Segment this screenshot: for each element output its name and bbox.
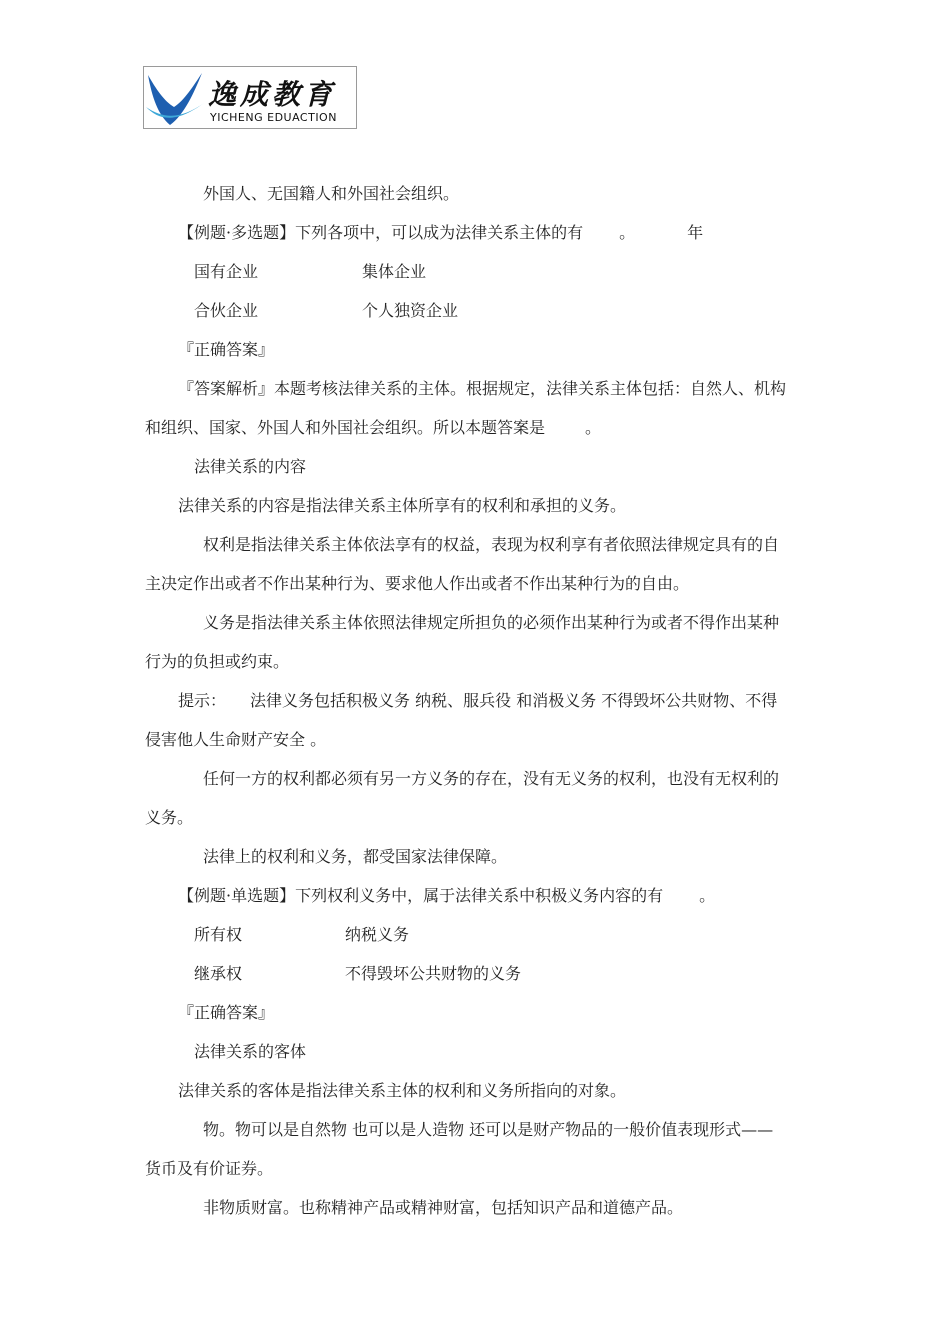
paragraph-duty-line-1: 义务是指法律关系主体依照法律规定所担负的必须作出某种行为或者不得作出某种 (203, 613, 780, 632)
paragraph-content: 法律关系的内容是指法律关系主体所享有的权利和承担的义务。 (178, 496, 627, 515)
section-heading-object: 法律关系的客体 (194, 1042, 307, 1061)
question-1-text: 【例题·多选题】下列各项中，可以成为法律关系主体的有 (178, 223, 584, 242)
analysis-line-2 (145, 418, 601, 438)
answer-label: 『正确答案』 (178, 1003, 275, 1022)
paragraph-any-line-1: 任何一方的权利都必须有另一方义务的存在，没有无义务的权利，也没有无权利的 (203, 769, 780, 788)
paragraph-right-line-2: 主决定作出或者不作出某种行为、要求他人作出或者不作出某种行为的自由。 (145, 574, 690, 593)
text-line: 外国人、无国籍人和外国社会组织。 (203, 184, 460, 203)
logo-chinese-text: 逸成教育 (208, 78, 337, 111)
paragraph-nonmaterial: 非物质财富。也称精神产品或精神财富，包括知识产品和道德产品。 (203, 1198, 684, 1217)
option-d: 不得毁坏公共财物的义务 (345, 964, 522, 983)
question-2-tail: 。 (699, 886, 716, 905)
option-a: 所有权 (194, 925, 243, 944)
paragraph-protect: 法律上的权利和义务，都受国家法律保障。 (203, 847, 508, 866)
option-b: 集体企业 (362, 262, 427, 281)
paragraph-any-line-2: 义务。 (145, 808, 194, 827)
option-c: 合伙企业 (194, 301, 259, 320)
option-d: 个人独资企业 (362, 301, 459, 320)
logo-english-text: YICHENG EDUACTION (210, 111, 337, 124)
question-2-stem (178, 886, 715, 906)
answer-label: 『正确答案』 (178, 340, 275, 359)
section-heading-content: 法律关系的内容 (194, 457, 307, 476)
tip-line-2: 侵害他人生命财产安全 。 (145, 730, 327, 749)
tip-text: 法律义务包括积极义务 纳税、服兵役 和消极义务 不得毁坏公共财物、不得 (250, 691, 778, 710)
question-1-year: 年 (687, 223, 704, 242)
question-1-tail: 。 (619, 223, 636, 242)
paragraph-right-line-1: 权利是指法律关系主体依法享有的权益，表现为权利享有者依照法律规定具有的自 (203, 535, 780, 554)
question-2-text: 【例题·单选题】下列权利义务中，属于法律关系中积极义务内容的有 (178, 886, 664, 905)
option-b: 纳税义务 (345, 925, 410, 944)
tip-line-1 (178, 691, 777, 711)
logo-mark-icon (144, 67, 208, 129)
analysis-line-1: 『答案解析』本题考核法律关系的主体。根据规定，法律关系主体包括：自然人、机构 (178, 379, 787, 398)
paragraph-duty-line-2: 行为的负担或约束。 (145, 652, 290, 671)
logo (143, 66, 357, 129)
analysis-tail: 。 (585, 418, 602, 437)
tip-label: 提示： (178, 691, 227, 710)
option-c: 继承权 (194, 964, 243, 983)
paragraph-object: 法律关系的客体是指法律关系主体的权利和义务所指向的对象。 (178, 1081, 627, 1100)
paragraph-thing-line-1: 物。物可以是自然物 也可以是人造物 还可以是财产物品的一般价值表现形式—— (203, 1120, 774, 1139)
question-1-stem (178, 223, 703, 243)
analysis-text: 和组织、国家、外国人和外国社会组织。所以本题答案是 (145, 418, 546, 437)
paragraph-thing-line-2: 货币及有价证券。 (145, 1159, 274, 1178)
option-a: 国有企业 (194, 262, 259, 281)
